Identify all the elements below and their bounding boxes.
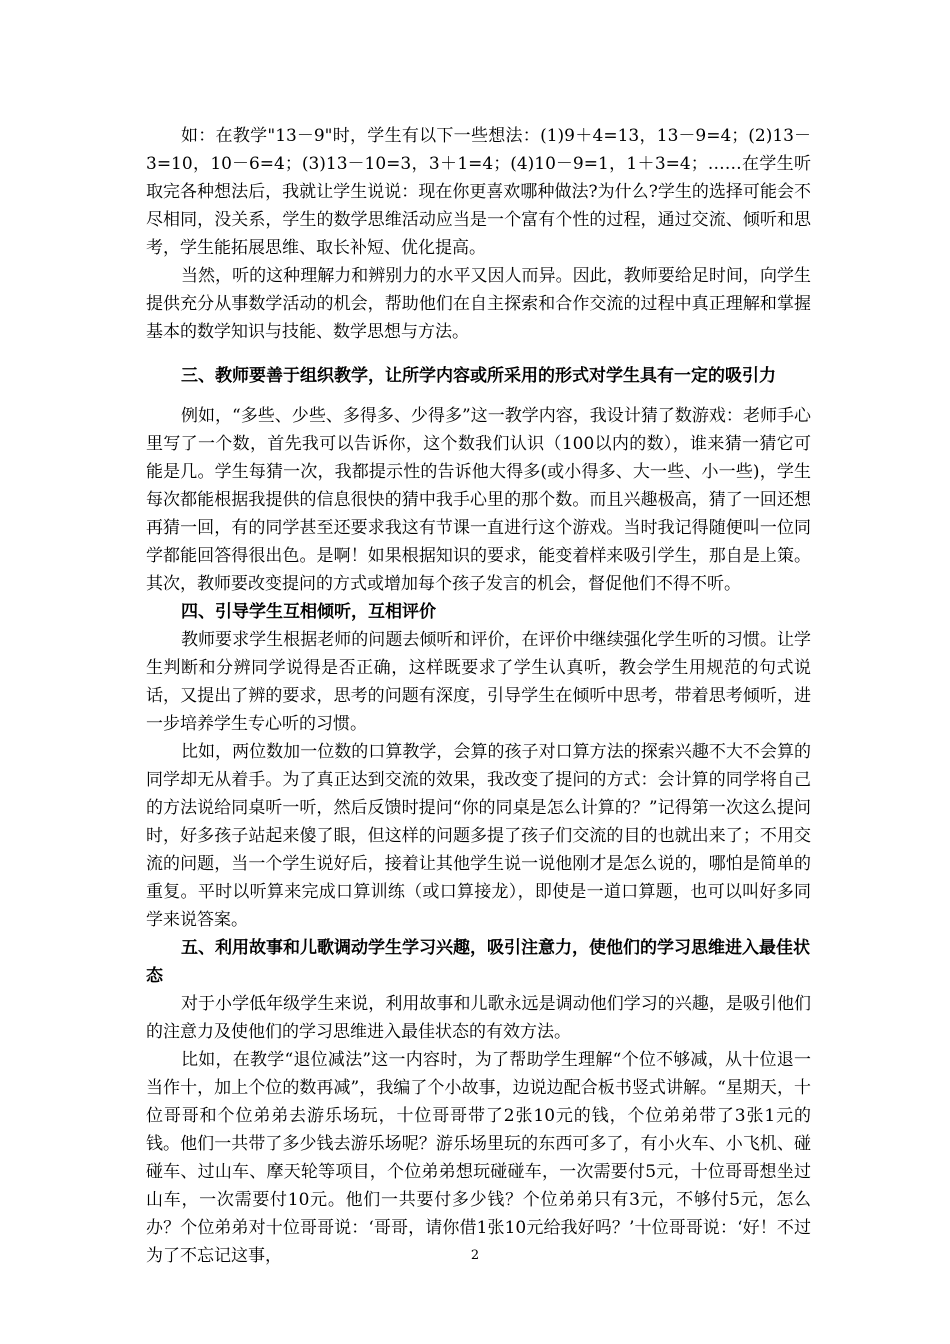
paragraph: 例如，“多些、少些、多得多、少得多”这一教学内容，我设计猜了数游戏：老师手心里写了一个数，首先我可以告诉你，这个数我们认识（100以内的数），谁来猜一猜它可能是几。学生每猜一次，我都提示性的告诉他大得多(或小得多、大一些、小一些)，学生每次都能根据我提供的信息很快的猜中我手心里的那个数。而且兴趣极高，猜了一回还想再猜一回，有的同学甚至还要求我这有节课一直进行这个游戏。当时我记得随便叫一位同学都能回答得很出色。是啊！如果根据知识的要求，能变着样来吸引学生，那自是上策。其次，教师要改变提问的方式或增加每个孩子发言的机会，督促他们不得不听。 <box>146 406 811 594</box>
paragraph: 如：在教学"13－9"时，学生有以下一些想法：(1)9＋4=13，13－9=4；(2)13－3=10，10－6=4；(3)13－10=3，3＋1=4；(4)10－9=1，1＋3=4；……在学生听取完各种想法后，我就让学生说说：现在你更喜欢哪种做法?为什么?学生的选择可能会不尽相同，没关系，学生的数学思维活动应当是一个富有个性的过程，通过交流、倾听和思考，学生能拓展思维、取长补短、优化提高。 <box>146 126 811 258</box>
section-heading: 四、引导学生互相倾听，互相评价 <box>181 602 436 622</box>
paragraph: 比如，两位数加一位数的口算教学，会算的孩子对口算方法的探索兴趣不大不会算的同学却无从着手。为了真正达到交流的效果，我改变了提问的方式：会计算的同学将自己的方法说给同桌听一听，然后反馈时提问“你的同桌是怎么计算的？”记得第一次这么提问时，好多孩子站起来傻了眼，但这样的问题多提了孩子们交流的目的也就出来了；不用交流的问题，当一个学生说好后，接着让其他学生说一说他刚才是怎么说的，哪怕是简单的重复。平时以听算来完成口算训练（或口算接龙），即使是一道口算题，也可以叫好多同学来说答案。 <box>146 742 811 930</box>
page-number: 2 <box>470 1248 480 1263</box>
paragraph: 当然，听的这种理解力和辨别力的水平又因人而异。因此，教师要给足时间，向学生提供充分从事数学活动的机会，帮助他们在自主探索和合作交流的过程中真正理解和掌握基本的数学知识与技能、数学思想与方法。 <box>146 266 811 342</box>
paragraph: 对于小学低年级学生来说，利用故事和儿歌永远是调动他们学习的兴趣，是吸引他们的注意力及使他们的学习思维进入最佳状态的有效方法。 <box>146 994 811 1042</box>
section-heading: 五、利用故事和儿歌调动学生学习兴趣，吸引注意力，使他们的学习思维进入最佳状态 <box>146 938 810 986</box>
document-body <box>146 122 811 1270</box>
section-heading: 三、教师要善于组织教学，让所学内容或所采用的形式对学生具有一定的吸引力 <box>181 366 776 386</box>
paragraph: 教师要求学生根据老师的问题去倾听和评价，在评价中继续强化学生听的习惯。让学生判断和分辨同学说得是否正确，这样既要求了学生认真听，教会学生用规范的句式说话，又提出了辨的要求，思考的问题有深度，引导学生在倾听中思考，带着思考倾听，进一步培养学生专心听的习惯。 <box>146 630 811 734</box>
paragraph: 比如，在教学“退位减法”这一内容时，为了帮助学生理解“个位不够减，从十位退一当作十，加上个位的数再减”，我编了个小故事，边说边配合板书竖式讲解。“星期天，十位哥哥和个位弟弟去游乐场玩，十位哥哥带了2张10元的钱，个位弟弟带了3张1元的钱。他们一共带了多少钱去游乐场呢？游乐场里玩的东西可多了，有小火车、小飞机、碰碰车、过山车、摩天轮等项目，个位弟弟想玩碰碰车，一次需要付5元，十位哥哥想坐过山车，一次需要付10元。他们一共要付多少钱？个位弟弟只有3元，不够付5元，怎么办？个位弟弟对十位哥哥说：‘哥哥，请你借1张10元给我好吗？’十位哥哥说：‘好！不过为了不忘记这事， <box>146 1050 811 1266</box>
